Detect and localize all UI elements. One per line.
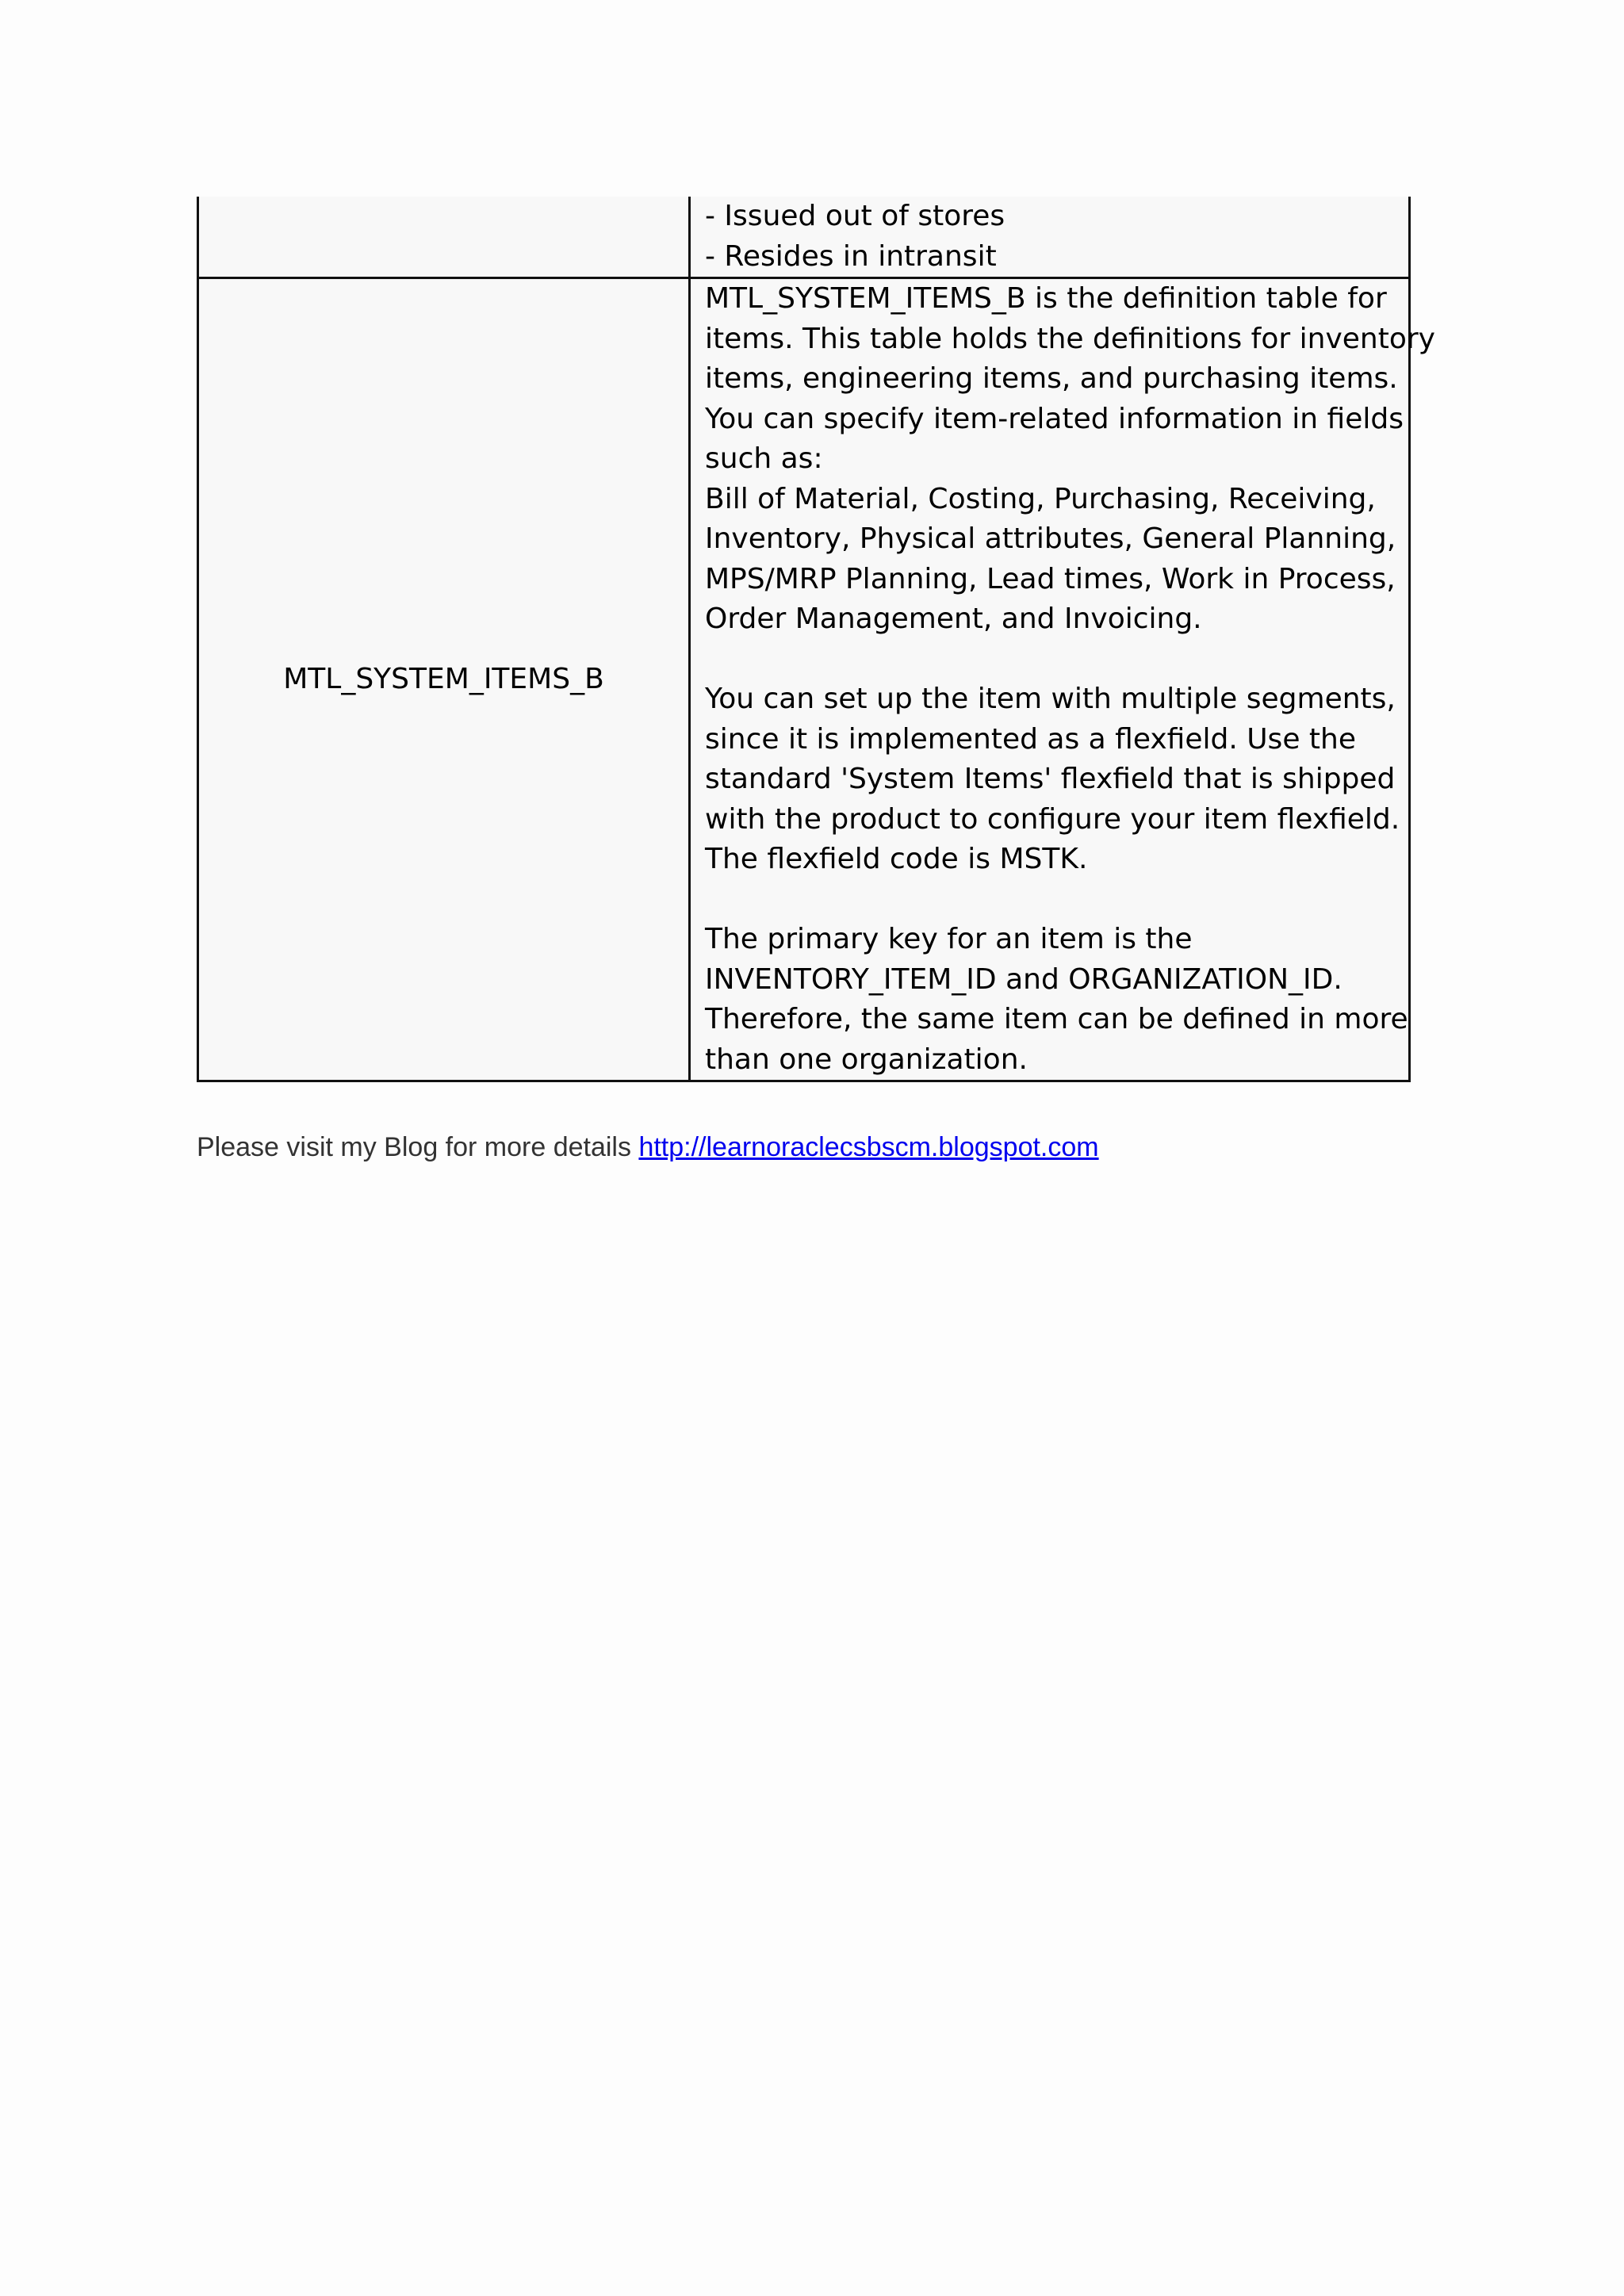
table-row: [198, 197, 1410, 278]
description-line: The primary key for an item is the: [705, 923, 1193, 955]
description-line: INVENTORY_ITEM_ID and ORGANIZATION_ID.: [705, 962, 1342, 996]
description-line: MPS/MRP Planning, Lead times, Work in Process,: [705, 562, 1396, 595]
item-tables-table: [197, 197, 1435, 1082]
description-line: Order Management, and Invoicing.: [705, 603, 1202, 635]
table-description-cell: [690, 278, 1435, 1081]
table-name-cell: [198, 197, 690, 278]
blog-link[interactable]: http://learnoraclecsbscm.blogspot.com: [638, 1132, 1099, 1162]
description-line: The flexfield code is MSTK.: [705, 843, 1088, 875]
description-line: Bill of Material, Costing, Purchasing, Receiving,: [705, 482, 1376, 515]
description-line: Inventory, Physical attributes, General Planning,: [705, 522, 1396, 555]
description-line: than one organization.: [705, 1043, 1028, 1076]
description-line: You can set up the item with multiple segments,: [705, 683, 1396, 715]
paragraph-gap: [705, 640, 1394, 680]
table-description-cell: [690, 197, 1410, 278]
description-line: MTL_SYSTEM_ITEMS_B is the definition table for: [705, 282, 1387, 315]
description-line: items. This table holds the definitions for inventory: [705, 322, 1435, 355]
table-row: [198, 278, 1410, 1081]
description-line: - Issued out of stores: [705, 200, 1005, 232]
description-line: items, engineering items, and purchasing items.: [705, 362, 1398, 395]
footer-text: Please visit my Blog for more details: [197, 1132, 631, 1162]
description-line: You can specify item-related information in fields: [705, 402, 1404, 435]
paragraph-gap: [705, 880, 1394, 920]
description-line: standard 'System Items' flexfield that is shipped: [705, 763, 1396, 795]
description-line: since it is implemented as a flexfield. Use the: [705, 722, 1356, 756]
description-line: - Resides in intransit: [705, 239, 997, 273]
description-line: Therefore, the same item can be defined in more: [705, 1003, 1408, 1035]
blog-footer: [197, 1132, 1099, 1163]
description-line: such as:: [705, 442, 823, 475]
table-name-cell: MTL_SYSTEM_ITEMS_B: [198, 278, 690, 1081]
description-line: with the product to configure your item flexfield.: [705, 802, 1400, 836]
